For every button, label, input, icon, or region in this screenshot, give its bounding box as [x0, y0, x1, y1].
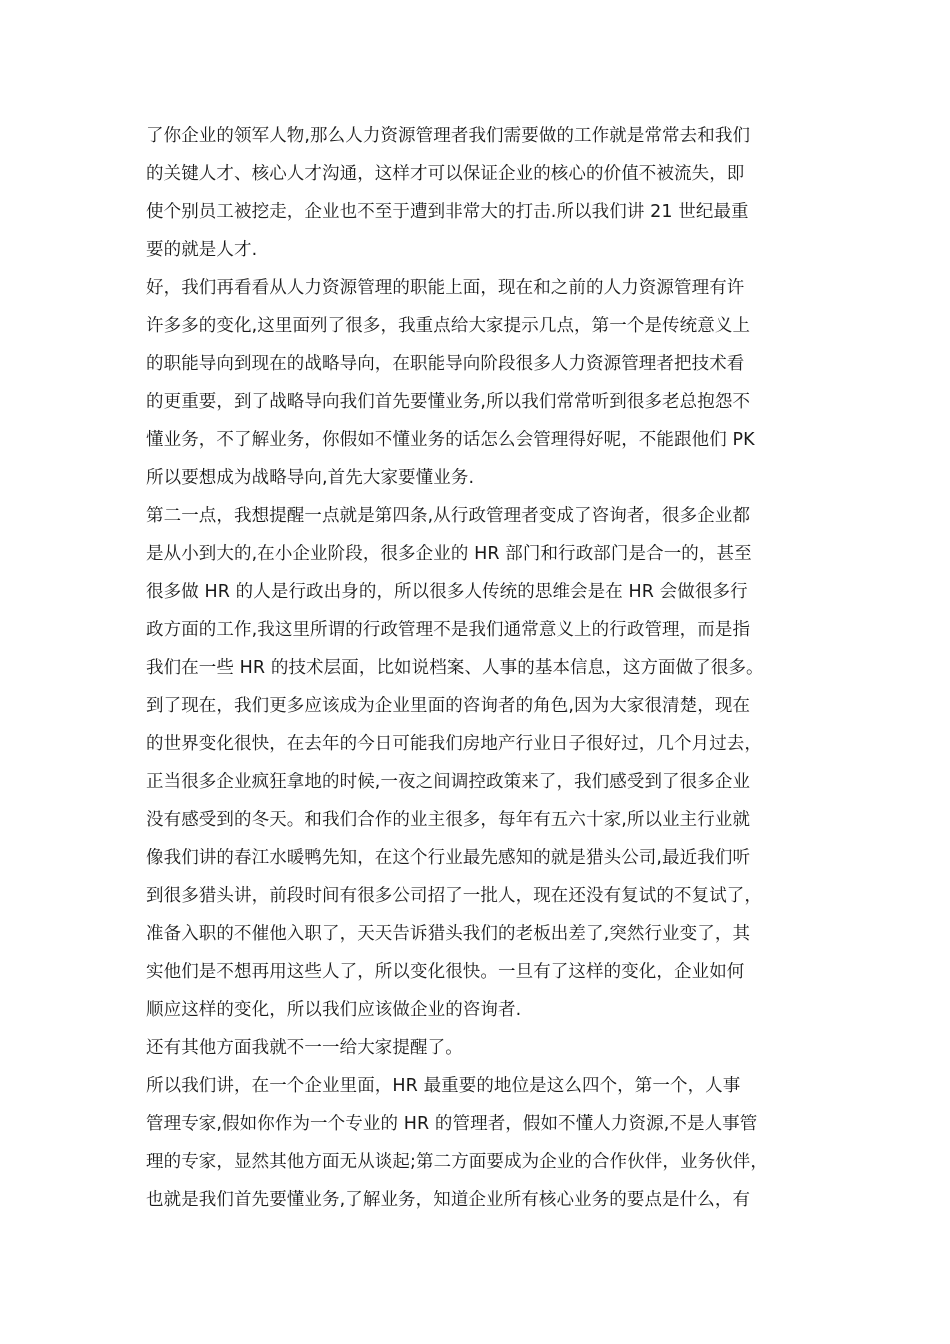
text-line: 了你企业的领军人物,那么人力资源管理者我们需要做的工作就是常常去和我们 — [146, 126, 751, 146]
text-line: 我们在一些 HR 的技术层面，比如说档案、人事的基本信息，这方面做了很多。 — [146, 658, 764, 678]
text-line: 要的就是人才. — [146, 240, 258, 260]
body-text — [146, 117, 816, 1219]
text-line: 到了现在，我们更多应该成为企业里面的咨询者的角色,因为大家很清楚，现在 — [146, 696, 751, 716]
text-line: 准备入职的不催他入职了，天天告诉猎头我们的老板出差了,突然行业变了，其 — [146, 924, 751, 944]
text-line: 第二一点，我想提醒一点就是第四条,从行政管理者变成了咨询者，很多企业都 — [146, 506, 751, 526]
text-line: 到很多猎头讲，前段时间有很多公司招了一批人，现在还没有复试的不复试了， — [146, 886, 762, 906]
text-line: 政方面的工作,我这里所谓的行政管理不是我们通常意义上的行政管理，而是指 — [146, 620, 751, 640]
text-line: 管理专家,假如你作为一个专业的 HR 的管理者，假如不懂人力资源,不是人事管 — [146, 1114, 758, 1134]
text-line: 使个别员工被挖走，企业也不至于遭到非常大的打击.所以我们讲 21 世纪最重 — [146, 202, 749, 222]
text-line: 是从小到大的,在小企业阶段，很多企业的 HR 部门和行政部门是合一的，甚至 — [146, 544, 752, 564]
text-line: 的关键人才、核心人才沟通，这样才可以保证企业的核心的价值不被流失，即 — [146, 164, 745, 184]
text-line: 顺应这样的变化，所以我们应该做企业的咨询者. — [146, 1000, 522, 1020]
text-line: 许多多的变化,这里面列了很多，我重点给大家提示几点，第一个是传统意义上 — [146, 316, 751, 336]
text-line: 的更重要，到了战略导向我们首先要懂业务,所以我们常常听到很多老总抱怨不 — [146, 392, 751, 412]
text-line: 好，我们再看看从人力资源管理的职能上面，现在和之前的人力资源管理有许 — [146, 278, 745, 298]
text-line: 也就是我们首先要懂业务,了解业务，知道企业所有核心业务的要点是什么，有 — [146, 1190, 751, 1210]
text-line: 所以我们讲，在一个企业里面，HR 最重要的地位是这么四个，第一个，人事 — [146, 1076, 741, 1096]
text-line: 实他们是不想再用这些人了，所以变化很快。一旦有了这样的变化，企业如何 — [146, 962, 745, 982]
text-line: 懂业务，不了解业务，你假如不懂业务的话怎么会管理得好呢，不能跟他们 PK — [146, 430, 755, 450]
text-line: 很多做 HR 的人是行政出身的，所以很多人传统的思维会是在 HR 会做很多行 — [146, 582, 748, 602]
text-line: 理的专家，显然其他方面无从谈起;第二方面要成为企业的合作伙伴，业务伙伴， — [146, 1152, 768, 1172]
text-line: 像我们讲的春江水暖鸭先知，在这个行业最先感知的就是猎头公司,最近我们听 — [146, 848, 751, 868]
text-line: 所以要想成为战略导向,首先大家要懂业务. — [146, 468, 475, 488]
text-line: 还有其他方面我就不一一给大家提醒了。 — [146, 1038, 463, 1058]
text-line: 正当很多企业疯狂拿地的时候,一夜之间调控政策来了，我们感受到了很多企业 — [146, 772, 751, 792]
text-line: 的世界变化很快，在去年的今日可能我们房地产行业日子很好过，几个月过去， — [146, 734, 762, 754]
text-line: 没有感受到的冬天。和我们合作的业主很多，每年有五六十家,所以业主行业就 — [146, 810, 751, 830]
text-line: 的职能导向到现在的战略导向，在职能导向阶段很多人力资源管理者把技术看 — [146, 354, 745, 374]
